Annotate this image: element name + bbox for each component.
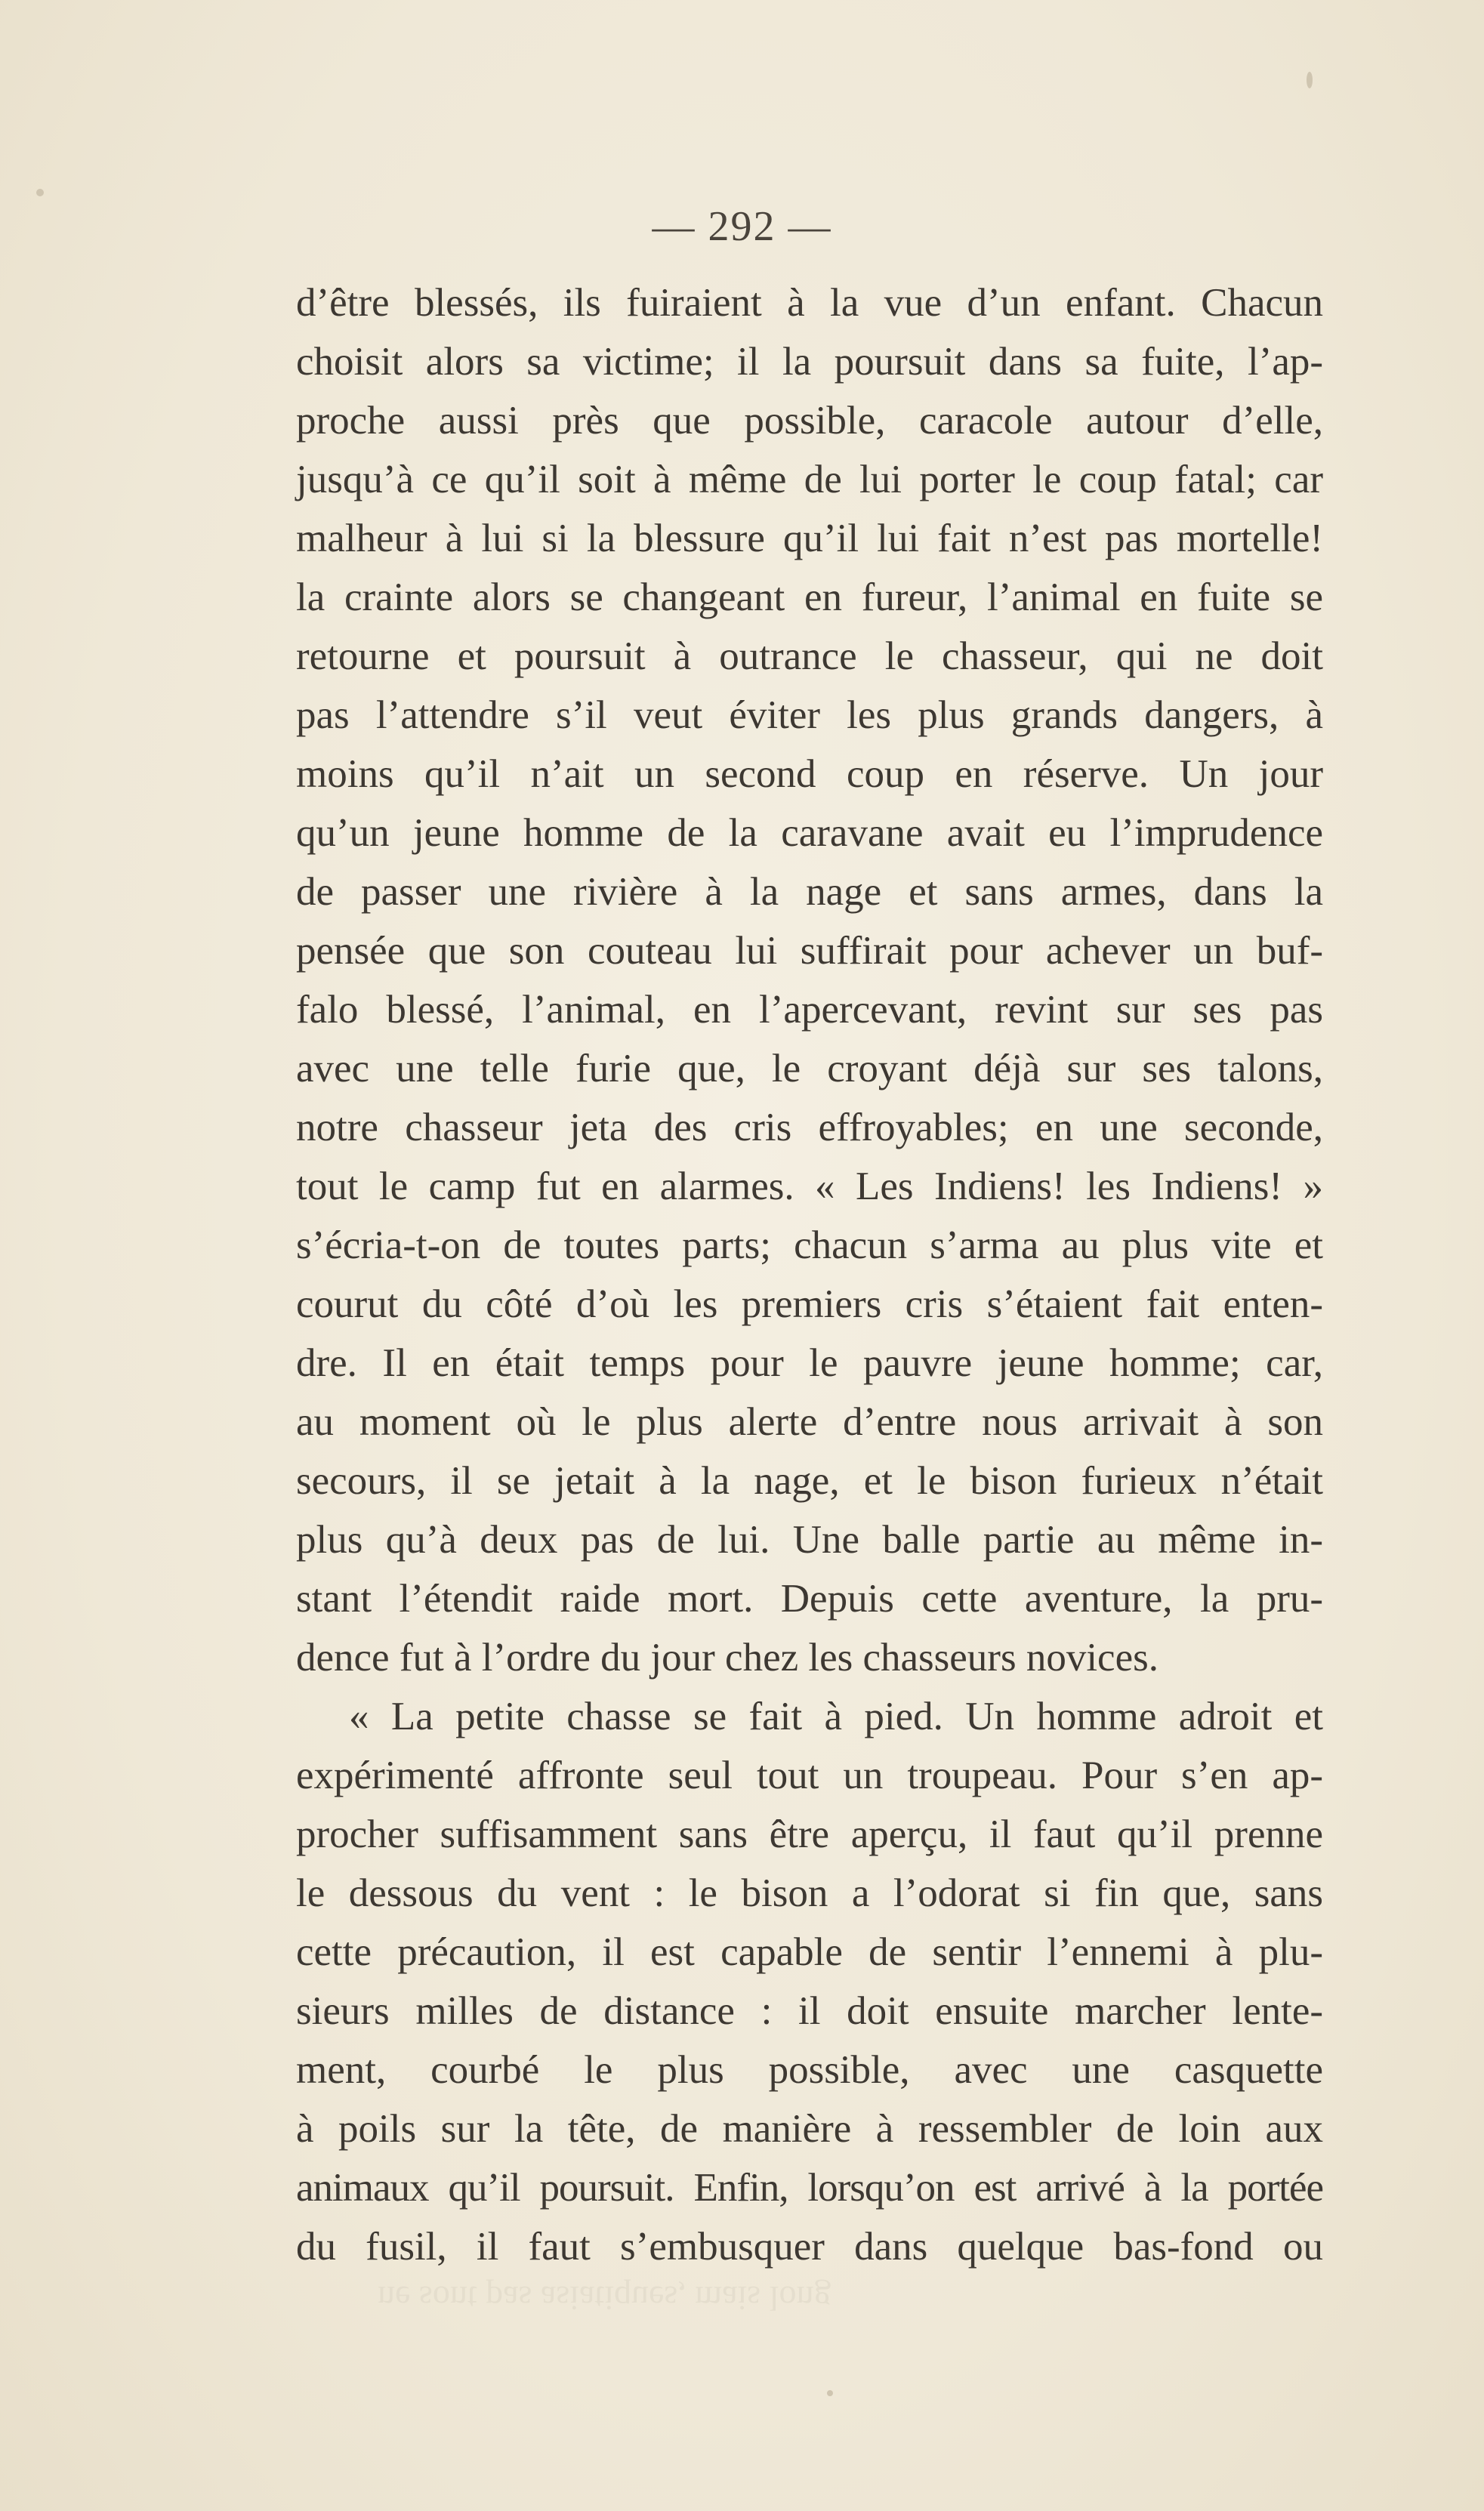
- text-line: falo blessé, l’animal, en l’apercevant, revint sur ses pas: [296, 988, 1323, 1032]
- text-line: plus qu’à deux pas de lui. Une balle partie au même in-: [296, 1518, 1323, 1562]
- text-line: tout le camp fut en alarmes. « Les Indiens! les Indiens! »: [296, 1164, 1323, 1208]
- paper-spot: [36, 189, 44, 196]
- text-line: stant l’étendit raide mort. Depuis cette aventure, la pru-: [296, 1577, 1323, 1621]
- text-line: avec une telle furie que, le croyant déjà sur ses talons,: [296, 1047, 1323, 1090]
- text-line: retourne et poursuit à outrance le chasseur, qui ne doit: [296, 634, 1323, 678]
- text-line: notre chasseur jeta des cris effroyables; en une seconde,: [296, 1106, 1323, 1149]
- text-line: jusqu’à ce qu’il soit à même de lui porter le coup fatal; car: [296, 458, 1323, 501]
- text-line: sieurs milles de distance : il doit ensuite marcher lente-: [296, 1989, 1323, 2033]
- page-number: — 292 —: [652, 203, 832, 250]
- text-line: le dessous du vent : le bison a l’odorat si fin que, sans: [296, 1871, 1323, 1915]
- text-line: s’écria-t-on de toutes parts; chacun s’arma au plus vite et: [296, 1223, 1323, 1267]
- text-line: « La petite chasse se fait à pied. Un homme adroit et: [349, 1695, 1323, 1738]
- text-line: proche aussi près que possible, caracole autour d’elle,: [296, 399, 1323, 443]
- text-line: choisit alors sa victime; il la poursuit dans sa fuite, l’ap-: [296, 340, 1323, 384]
- text-line: dre. Il en était temps pour le pauvre jeune homme; car,: [296, 1341, 1323, 1385]
- text-line: malheur à lui si la blessure qu’il lui fait n’est pas mortelle!: [296, 517, 1323, 560]
- text-line: procher suffisamment sans être aperçu, il faut qu’il prenne: [296, 1812, 1323, 1856]
- text-line: dence fut à l’ordre du jour chez les chasseurs novices.: [296, 1636, 1159, 1680]
- bleed-through-text: ne sont pas asiatiques, mais long: [378, 2279, 831, 2318]
- paper-spot: [1307, 72, 1313, 88]
- text-line: au moment où le plus alerte d’entre nous arrivait à son: [296, 1400, 1323, 1444]
- text-line: d’être blessés, ils fuiraient à la vue d’un enfant. Chacun: [296, 281, 1323, 325]
- text-line: de passer une rivière à la nage et sans armes, dans la: [296, 870, 1323, 914]
- text-line: expérimenté affronte seul tout un troupeau. Pour s’en ap-: [296, 1754, 1323, 1797]
- text-line: pas l’attendre s’il veut éviter les plus grands dangers, à: [296, 693, 1323, 737]
- text-line: ment, courbé le plus possible, avec une casquette: [296, 2048, 1323, 2092]
- text-line: pensée que son couteau lui suffirait pour achever un buf-: [296, 929, 1323, 973]
- text-line: courut du côté d’où les premiers cris s’étaient fait enten-: [296, 1282, 1323, 1326]
- text-line: animaux qu’il poursuit. Enfin, lorsqu’on est arrivé à la portée: [296, 2166, 1323, 2210]
- text-line: à poils sur la tête, de manière à ressembler de loin aux: [296, 2107, 1323, 2151]
- text-line: secours, il se jetait à la nage, et le bison furieux n’était: [296, 1459, 1323, 1503]
- text-line: du fusil, il faut s’embusquer dans quelque bas-fond ou: [296, 2225, 1323, 2269]
- text-line: qu’un jeune homme de la caravane avait eu l’imprudence: [296, 811, 1323, 855]
- paper-spot: [827, 2390, 833, 2396]
- text-line: moins qu’il n’ait un second coup en réserve. Un jour: [296, 752, 1323, 796]
- text-line: cette précaution, il est capable de sentir l’ennemi à plu-: [296, 1930, 1323, 1974]
- text-line: la crainte alors se changeant en fureur, l’animal en fuite se: [296, 575, 1323, 619]
